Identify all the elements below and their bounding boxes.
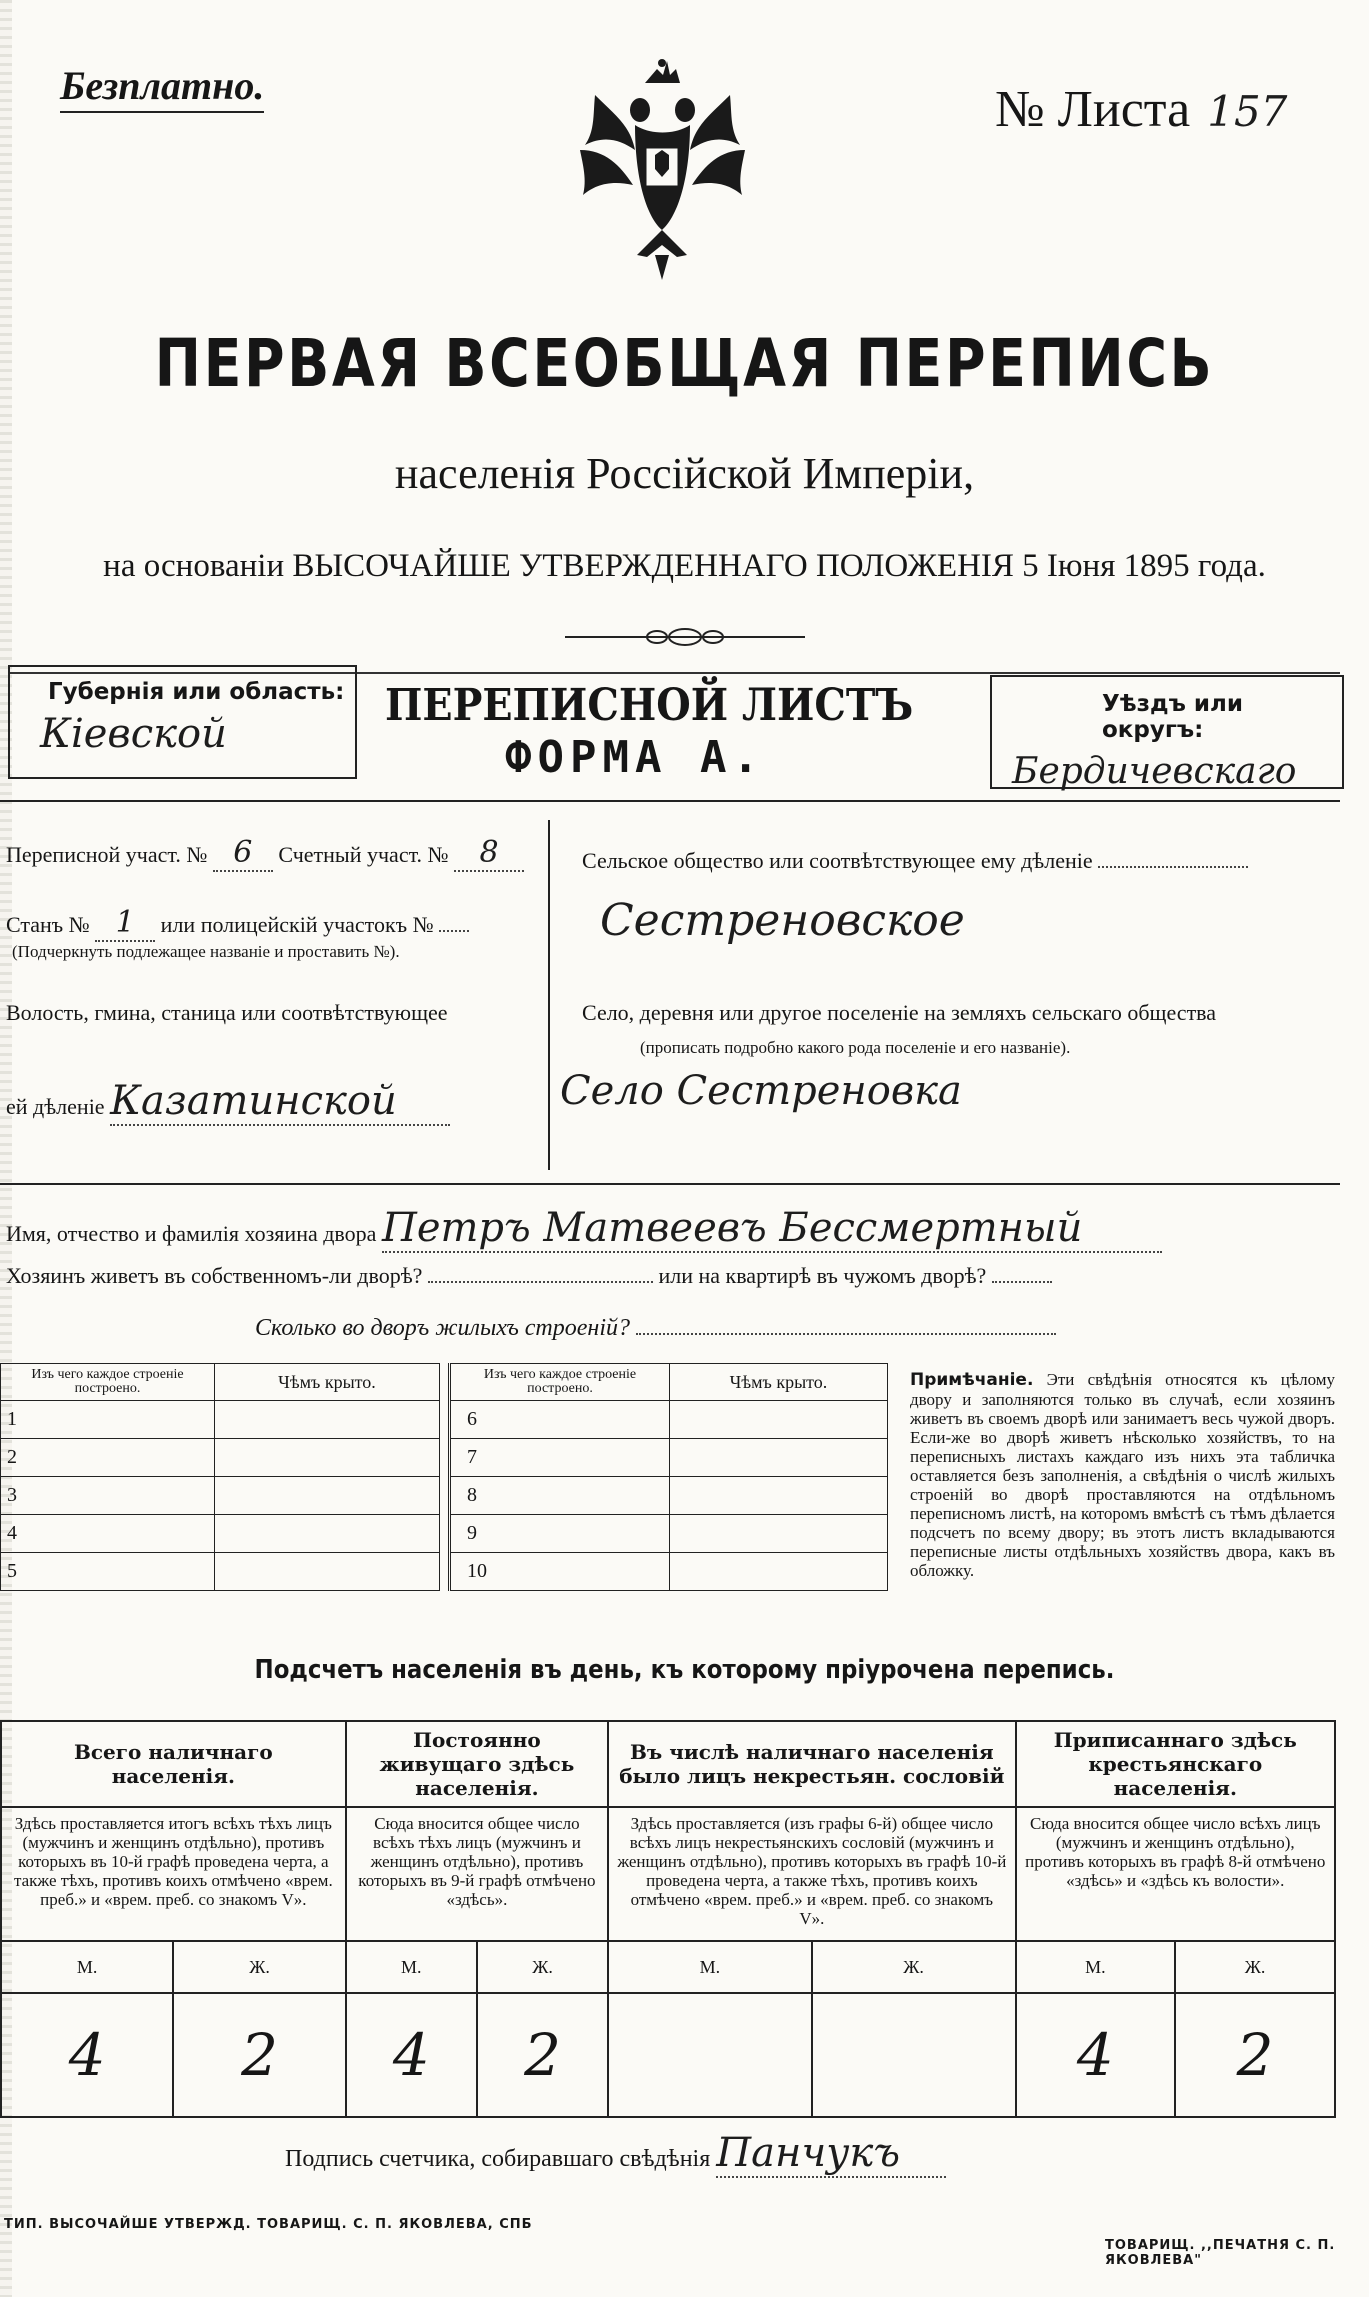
sheet-number — [995, 80, 1287, 139]
village-value: Село Сестреновка — [560, 1068, 962, 1114]
count-female-value — [812, 1993, 1016, 2117]
residence-line — [6, 1263, 1052, 1289]
count-female-value: 2 — [173, 1993, 345, 2117]
count-col-desc: Сюда вносится общее число всѣхъ тѣхъ лицъ (мужчинъ и женщинъ отдѣльно), противъ которыхъ въ 9-й графѣ отмѣчено «здѣсь». — [346, 1807, 608, 1941]
owner-label: Имя, отчество и фамилія хозяина двора — [6, 1221, 377, 1246]
female-header: Ж. — [173, 1941, 345, 1993]
count-col-desc: Здѣсь проставляется (изъ графы 6-й) общее число всѣхъ лицъ некрестьянскихъ сословій (мужчинъ и женщинъ отдѣльно), противъ которыхъ въ графѣ 10-й проведена черта, а также тѣхъ, противъ коихъ отмѣчено «врем. преб.» и «врем. преб. со знакомъ V». — [608, 1807, 1015, 1941]
building-row-number: 1 — [1, 1401, 215, 1439]
document-basis: на основаніи ВЫСОЧАЙШЕ УТВЕРЖДЕННАГО ПОЛОЖЕНІЯ 5 Іюня 1895 года. — [103, 548, 1266, 584]
roof-header: Чѣмъ крыто. — [215, 1364, 440, 1401]
stan-value: 1 — [95, 905, 155, 942]
note-block — [910, 1370, 1335, 1580]
vertical-rule — [548, 820, 550, 1170]
roof-cell — [670, 1401, 888, 1439]
printer-mark-right: ТОВАРИЩ. ,,ПЕЧАТНЯ С. П. ЯКОВЛЕВА" — [1105, 2238, 1336, 2268]
uezd-value: Бердичевскаго — [1012, 751, 1297, 792]
building-row-number: 10 — [450, 1553, 670, 1591]
uezd-label: Уѣздъ или округъ: — [1102, 691, 1243, 743]
sheet-number-value: 157 — [1207, 87, 1288, 136]
roof-cell — [215, 1439, 440, 1477]
female-header: Ж. — [812, 1941, 1016, 1993]
building-row-number: 5 — [1, 1553, 215, 1591]
double-headed-eagle-emblem — [575, 55, 750, 285]
building-row-number: 8 — [450, 1477, 670, 1515]
society-value: Сестреновское — [600, 895, 965, 946]
count-col-header: Всего наличнаго населенія. — [1, 1721, 346, 1807]
stan-line — [6, 905, 469, 942]
count-male-value: 4 — [1, 1993, 173, 2117]
society-label: Сельское общество или соотвѣтствующее ему дѣленіе — [582, 848, 1093, 873]
roof-cell — [215, 1401, 440, 1439]
signature-line — [285, 2130, 946, 2178]
roof-cell — [215, 1477, 440, 1515]
roof-cell — [670, 1477, 888, 1515]
uezd-box — [990, 675, 1344, 792]
building-row-number: 9 — [450, 1515, 670, 1553]
note-title: Примѣчаніе. — [910, 1370, 1034, 1390]
volost-value: Казатинской — [110, 1078, 450, 1126]
police-label: или полицейскій участокъ № — [160, 912, 434, 937]
female-header: Ж. — [477, 1941, 608, 1993]
buildings-label: Сколько во дворъ жилыхъ строеній? — [255, 1315, 630, 1341]
note-text: Эти свѣдѣнія относятся къ цѣлому двору и заполняются только въ случаѣ, если хозяинъ живетъ въ своемъ дворѣ или занимаетъ весь чужой дворъ. Если-же во дворѣ живетъ нѣсколько хозяйствъ, то на переписныхъ листахъ каждаго изъ нихъ эта табличка оставляется безъ заполненія, а свѣдѣнія о числѣ жилыхъ строеній во дворѣ проставляются на отдѣльномъ переписномъ листѣ, на которомъ вмѣстѣ съ тѣмъ дѣлается подсчетъ по всему двору; въ этотъ листъ вкладываются переписные листы отдѣльныхъ хозяйствъ двора, какъ въ обложку. — [910, 1370, 1336, 1580]
printer-mark-left: ТИП. ВЫСОЧАЙШЕ УТВЕРЖД. ТОВАРИЩ. С. П. ЯКОВЛЕВА, СПБ — [4, 2217, 533, 2232]
building-row-number: 6 — [450, 1401, 670, 1439]
male-header: М. — [346, 1941, 477, 1993]
roof-header: Чѣмъ крыто. — [670, 1364, 888, 1401]
count-male-value: 4 — [1016, 1993, 1176, 2117]
signature-label: Подпись счетчика, собиравшаго свѣдѣнія — [285, 2146, 711, 2172]
form-type: ФОРМА А. — [505, 732, 765, 783]
owner-line — [6, 1205, 1162, 1253]
underline-note: (Подчеркнуть подлежащее названіе и проставить №). — [12, 942, 400, 961]
count-col-header: Постоянно живущаго здѣсь населенія. — [346, 1721, 608, 1807]
apartment-value — [992, 1281, 1052, 1283]
roof-cell — [215, 1553, 440, 1591]
own-yard-value — [428, 1281, 653, 1283]
apartment-label: или на квартирѣ въ чужомъ дворѣ? — [658, 1263, 987, 1288]
free-label: Безплатно. — [60, 62, 264, 113]
section-rule-2 — [0, 1183, 1340, 1185]
male-header: М. — [1016, 1941, 1176, 1993]
building-row-number: 7 — [450, 1439, 670, 1477]
roof-cell — [215, 1515, 440, 1553]
count-title: Подсчетъ населенія въ день, къ которому пріурочена перепись. — [254, 1655, 1115, 1685]
count-female-value: 2 — [477, 1993, 608, 2117]
own-yard-label: Хозяинъ живетъ въ собственномъ-ли дворѣ? — [6, 1263, 423, 1288]
count-col-desc: Здѣсь проставляется итогъ всѣхъ тѣхъ лицъ (мужчинъ и женщинъ отдѣльно), противъ которыхъ въ 10-й графѣ проведена черта, а также тѣхъ, противъ коихъ отмѣчено «врем. преб.» и «врем. преб. со знакомъ V». — [1, 1807, 346, 1941]
roof-cell — [670, 1553, 888, 1591]
document-subtitle: населенія Россійской Имперіи, — [394, 449, 975, 498]
male-header: М. — [1, 1941, 173, 1993]
section-rule-1 — [0, 800, 1340, 802]
count-female-value: 2 — [1175, 1993, 1335, 2117]
form-name: ПЕРЕПИСНОЙ ЛИСТЪ — [385, 680, 914, 731]
count-col-header: Приписаннаго здѣсь крестьянскаго населенія. — [1016, 1721, 1335, 1807]
building-row-number: 4 — [1, 1515, 215, 1553]
buildings-line — [255, 1315, 1056, 1342]
gubernia-box — [8, 665, 357, 779]
count-district-label: Счетный участ. № — [278, 842, 449, 867]
gubernia-value: Кіевской — [40, 711, 227, 757]
gubernia-label: Губернія или область: — [48, 679, 345, 705]
material-header: Изъ чего каждое строеніе построено. — [450, 1364, 670, 1401]
buildings-table-right — [448, 1363, 888, 1591]
count-male-value — [608, 1993, 811, 2117]
society-line — [582, 848, 1248, 874]
roof-cell — [670, 1515, 888, 1553]
volost-label: Волость, гмина, станица или соотвѣтствующее — [6, 1000, 448, 1025]
society-dots — [1098, 866, 1248, 868]
population-count-table — [0, 1720, 1336, 2118]
village-note: (прописать подробно какого рода поселеніе и его названіе). — [640, 1038, 1071, 1057]
document-title: ПЕРВАЯ ВСЕОБЩАЯ ПЕРЕПИСЬ — [154, 325, 1215, 402]
census-district-line — [6, 835, 524, 872]
volost-label-2: ей дѣленіе — [6, 1094, 105, 1119]
owner-value: Петръ Матвеевъ Бессмертный — [382, 1205, 1162, 1253]
count-district-value: 8 — [454, 835, 524, 872]
signature-value: Панчукъ — [716, 2130, 946, 2178]
building-row-number: 2 — [1, 1439, 215, 1477]
census-district-value: 6 — [213, 835, 273, 872]
count-male-value: 4 — [346, 1993, 477, 2117]
village-label: Село, деревня или другое поселеніе на земляхъ сельскаго общества — [582, 1000, 1217, 1025]
stan-label: Станъ № — [6, 912, 90, 937]
material-header: Изъ чего каждое строеніе построено. — [1, 1364, 215, 1401]
census-district-label: Переписной участ. № — [6, 842, 208, 867]
buildings-value — [636, 1333, 1056, 1335]
count-col-header: Въ числѣ наличнаго населенія было лицъ некрестьян. сословій — [608, 1721, 1015, 1807]
ornament-divider — [565, 622, 805, 652]
police-value — [439, 930, 469, 932]
roof-cell — [670, 1439, 888, 1477]
buildings-table-left — [0, 1363, 440, 1591]
volost-line — [6, 1078, 450, 1126]
building-row-number: 3 — [1, 1477, 215, 1515]
sheet-label: № Листа — [995, 81, 1191, 138]
female-header: Ж. — [1175, 1941, 1335, 1993]
male-header: М. — [608, 1941, 811, 1993]
count-col-desc: Сюда вносится общее число всѣхъ лицъ (мужчинъ и женщинъ отдѣльно), противъ которыхъ въ графѣ 8-й отмѣчено «здѣсь» и «здѣсь къ волости». — [1016, 1807, 1335, 1941]
